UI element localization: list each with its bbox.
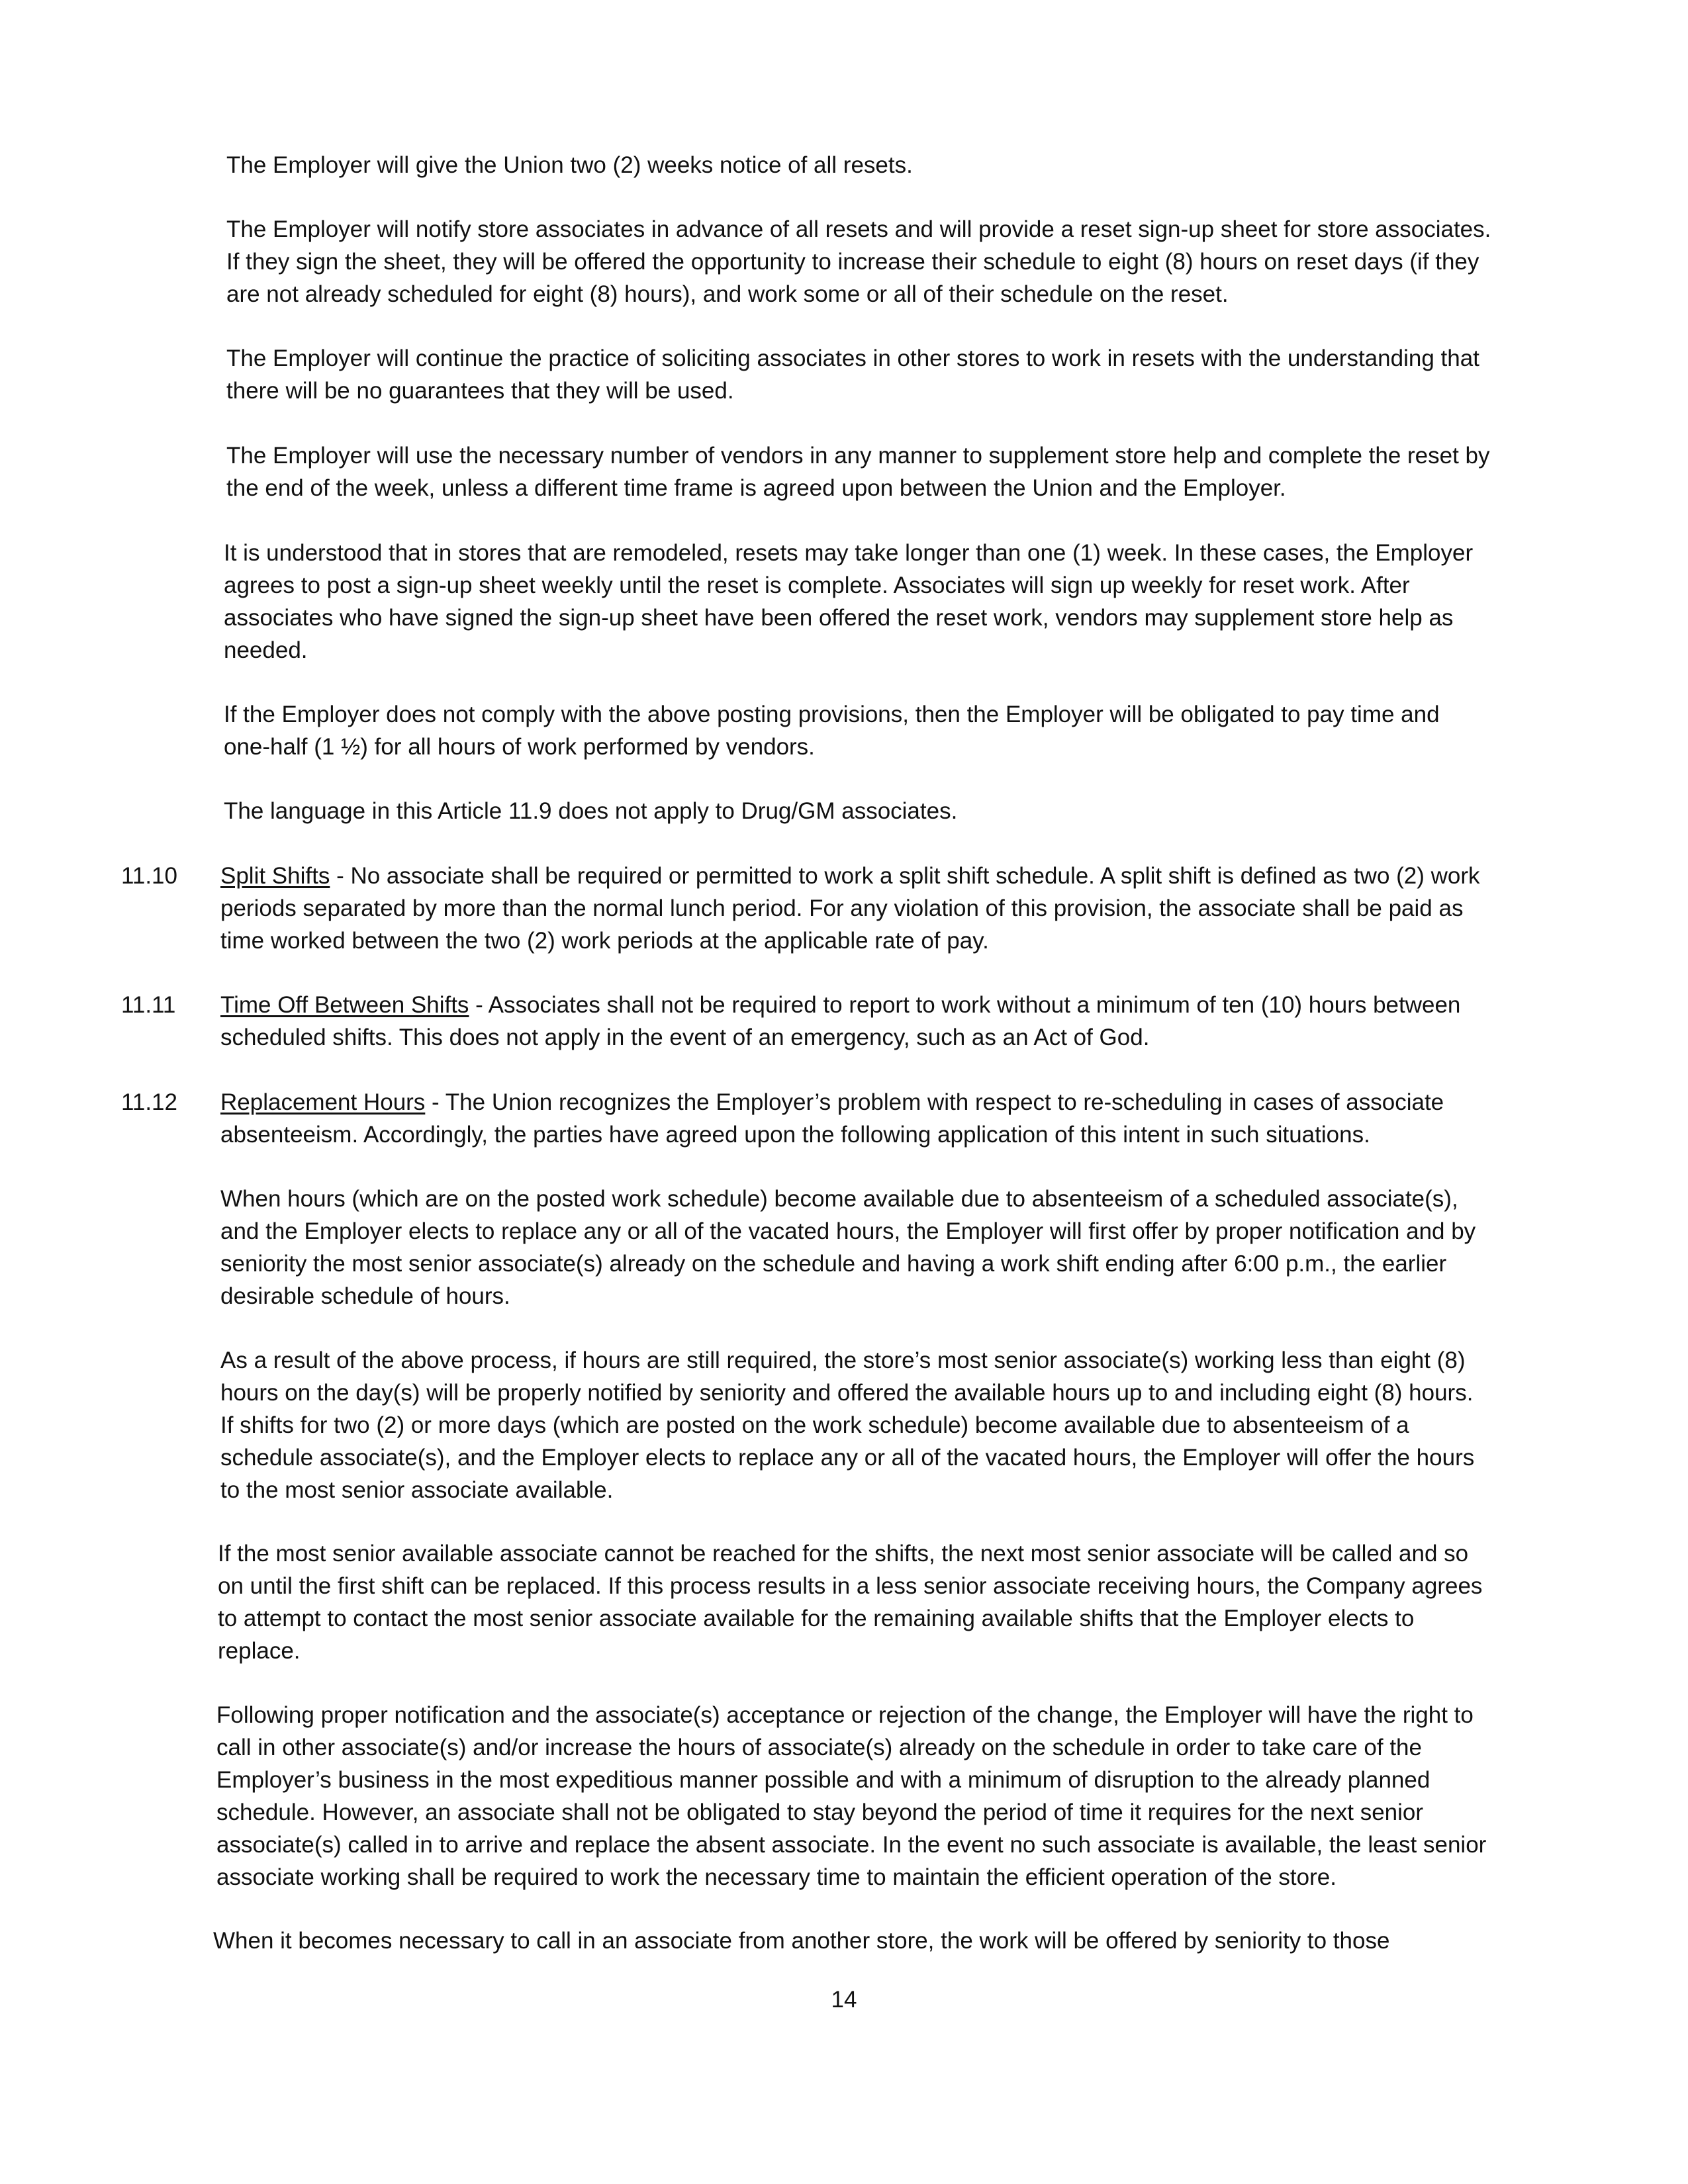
section-body bbox=[220, 989, 1460, 1054]
section-text: - No associate shall be required or permitted to work a split shift schedule. A split shift is defined as two (2) work bbox=[330, 863, 1480, 889]
text-line: If they sign the sheet, they will be offered the opportunity to increase their schedule to eight (8) hours on reset days (if they bbox=[226, 249, 1479, 275]
text-line: The language in this Article 11.9 does not apply to Drug/GM associates. bbox=[224, 798, 958, 824]
text-line: As a result of the above process, if hours are still required, the store’s most senior associate(s) working less than eight (8) bbox=[220, 1347, 1466, 1373]
paragraph bbox=[213, 1925, 1389, 1957]
paragraph bbox=[218, 1537, 1482, 1667]
text-line: Employer’s business in the most expeditious manner possible and with a minimum of disruption to the already planned bbox=[216, 1767, 1430, 1793]
paragraph bbox=[226, 213, 1491, 310]
section-number: 11.10 bbox=[121, 863, 177, 889]
section-text: - Associates shall not be required to report to work without a minimum of ten (10) hours between bbox=[469, 992, 1461, 1018]
text-line: to the most senior associate available. bbox=[220, 1477, 614, 1503]
section-text: - The Union recognizes the Employer’s problem with respect to re-scheduling in cases of associate bbox=[425, 1089, 1444, 1115]
text-line: scheduled shifts. This does not apply in the event of an emergency, such as an Act of God. bbox=[220, 1024, 1150, 1050]
section-heading: Split Shifts bbox=[220, 863, 330, 889]
text-line: agrees to post a sign-up sheet weekly until the reset is complete. Associates will sign up weekly for reset work. After bbox=[224, 572, 1410, 598]
section-body bbox=[220, 1086, 1444, 1151]
text-line: The Employer will notify store associates in advance of all resets and will provide a reset sign-up sheet for store associates. bbox=[226, 216, 1491, 242]
text-line: If the Employer does not comply with the above posting provisions, then the Employer will be obligated to pay time and bbox=[224, 702, 1440, 727]
text-line: are not already scheduled for eight (8) hours), and work some or all of their schedule on the reset. bbox=[226, 281, 1229, 307]
text-line: desirable schedule of hours. bbox=[220, 1283, 510, 1309]
text-line: schedule. However, an associate shall not be obligated to stay beyond the period of time it requires for the next senior bbox=[216, 1799, 1424, 1825]
section-number: 11.11 bbox=[121, 992, 176, 1018]
text-line: When hours (which are on the posted work schedule) become available due to absenteeism of a scheduled associate(s), bbox=[220, 1186, 1458, 1212]
text-line: the end of the week, unless a different time frame is agreed upon between the Union and the Employer. bbox=[226, 475, 1286, 501]
text-line: needed. bbox=[224, 637, 308, 663]
text-line: to attempt to contact the most senior associate available for the remaining available shifts that the Employer elects to bbox=[218, 1606, 1415, 1631]
text-line: associate(s) called in to arrive and replace the absent associate. In the event no such associate is available, the least senior bbox=[216, 1832, 1487, 1858]
text-line: The Employer will continue the practice of soliciting associates in other stores to work in resets with the understanding that bbox=[226, 345, 1479, 371]
text-line: there will be no guarantees that they will be used. bbox=[226, 378, 734, 404]
text-line: The Employer will use the necessary number of vendors in any manner to supplement store help and complete the reset by bbox=[226, 443, 1490, 469]
paragraph bbox=[226, 342, 1479, 407]
paragraph bbox=[216, 1699, 1486, 1893]
section-heading: Replacement Hours bbox=[220, 1089, 426, 1115]
text-line: When it becomes necessary to call in an associate from another store, the work will be offered by seniority to those bbox=[213, 1928, 1390, 1954]
text-line: one-half (1 ½) for all hours of work performed by vendors. bbox=[224, 734, 815, 760]
paragraph bbox=[220, 1183, 1476, 1312]
text-line bbox=[220, 1086, 1444, 1118]
text-line: hours on the day(s) will be properly notified by seniority and offered the available hours up to and including eight (8) hours. bbox=[220, 1380, 1474, 1406]
text-line: It is understood that in stores that are remodeled, resets may take longer than one (1) week. In these cases, the Employer bbox=[224, 540, 1474, 566]
paragraph bbox=[224, 537, 1473, 666]
section-body bbox=[220, 860, 1480, 957]
paragraph bbox=[224, 698, 1440, 763]
text-line bbox=[220, 989, 1460, 1021]
text-line: and the Employer elects to replace any or all of the vacated hours, the Employer will first offer by proper notification and by bbox=[220, 1218, 1476, 1244]
paragraph bbox=[226, 439, 1490, 504]
paragraph bbox=[224, 795, 957, 827]
text-line: time worked between the two (2) work periods at the applicable rate of pay. bbox=[220, 928, 989, 954]
text-line: associates who have signed the sign-up sheet have been offered the reset work, vendors may supplement store help as bbox=[224, 605, 1454, 631]
text-line: The Employer will give the Union two (2) weeks notice of all resets. bbox=[226, 152, 913, 178]
text-line: Following proper notification and the associate(s) acceptance or rejection of the change, the Employer will have the right to bbox=[216, 1702, 1474, 1728]
text-line: call in other associate(s) and/or increase the hours of associate(s) already on the schedule in order to take care of the bbox=[216, 1735, 1422, 1760]
text-line: on until the first shift can be replaced. If this process results in a less senior associate receiving hours, the Company agrees bbox=[218, 1573, 1483, 1599]
page-number: 14 bbox=[831, 1987, 857, 2013]
section-number: 11.12 bbox=[121, 1089, 177, 1115]
text-line: periods separated by more than the normal lunch period. For any violation of this provision, the associate shall be paid as bbox=[220, 895, 1464, 921]
text-line: If the most senior available associate cannot be reached for the shifts, the next most senior associate will be called and so bbox=[218, 1541, 1469, 1567]
text-line: associate working shall be required to work the necessary time to maintain the efficient operation of the store. bbox=[216, 1864, 1336, 1890]
text-line: seniority the most senior associate(s) already on the schedule and having a work shift ending after 6:00 p.m., the earlier bbox=[220, 1251, 1447, 1277]
paragraph bbox=[220, 1344, 1474, 1506]
paragraph bbox=[226, 149, 913, 181]
text-line bbox=[220, 860, 1480, 892]
text-line: replace. bbox=[218, 1638, 301, 1664]
text-line: schedule associate(s), and the Employer elects to replace any or all of the vacated hours, the Employer will offer the hours bbox=[220, 1445, 1475, 1471]
text-line: If shifts for two (2) or more days (which are posted on the work schedule) become available due to absenteeism of a bbox=[220, 1412, 1409, 1438]
text-line: absenteeism. Accordingly, the parties have agreed upon the following application of this intent in such situations. bbox=[220, 1122, 1370, 1148]
section-heading: Time Off Between Shifts bbox=[220, 992, 469, 1018]
